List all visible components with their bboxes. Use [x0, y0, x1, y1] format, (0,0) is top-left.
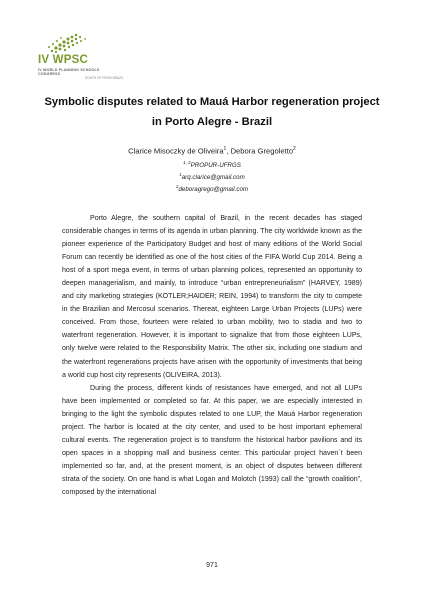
- institution-name: PROPUR-UFRGS: [190, 162, 241, 170]
- author-line: [0, 146, 424, 156]
- email-1-sup: 1: [179, 172, 182, 177]
- affiliation-email-2: [0, 184, 424, 193]
- author-2: Debora Gregoletto: [230, 146, 294, 156]
- page-number: 971: [206, 562, 218, 569]
- email-2-sup: 2: [175, 184, 179, 189]
- paper-title: Symbolic disputes related to Mauá Harbor regeneration project in Porto Alegre - Brazil: [44, 96, 380, 128]
- email-1: arq.clarice@gmail.com: [181, 174, 245, 182]
- author-separator: ,: [226, 146, 231, 156]
- logo-subtitle: IV WORLD PLANNING SCHOOLS CONGRESS: [38, 68, 100, 77]
- author-1: Clarice Misoczky de Oliveira: [128, 146, 224, 156]
- email-2: deboragrego@gmail.com: [178, 186, 249, 194]
- paragraph: During the process, different kinds of resistances have emerged, and not all LUPs have been implemented or completed so far. At this paper, we are especially interested in bringing to the light the symbolic disputes related to one LUP, the Mauá Harbor regeneration project. The harbor is located at the city center, and used to be host important ephemeral cultural events. The regeneration project is to transform the historical harbor pavilions and its open spaces in a shopping mall and business center. This particular project haven´t been implemented so far, and, at the present moment, is an object of disputes between different strata of the society. On one hand is what Logan and Molotch (1993) call the “growth coalition”, composed by the international: [62, 384, 362, 496]
- logo-text: IV WPSC: [38, 54, 88, 66]
- author-1-sup: 1: [223, 146, 227, 152]
- affiliation-email-1: [0, 172, 424, 181]
- logo-mark-icon: [38, 30, 178, 56]
- logo-tagline: SOUTH OF FROM BRAZIL: [85, 76, 124, 80]
- author-2-sup: 2: [293, 146, 296, 152]
- congress-logo: [38, 30, 178, 85]
- paragraph: Porto Alegre, the southern capital of Brazil, in the recent decades has staged considerable changes in terms of its agenda in urban planning. The city worldwide known as the pioneer experience of the Participatory Budget and host of many editions of the World Social Forum can recently be identified as one of the host cities of the FIFA World Cup 2014. Being a host of a sport mega event, in terms of urban planning polices, represented an opportunity to deepen managerialism, and mainly, to introduce “urban entrepreneurialism” (HARVEY, 1989) and city marketing strategies (KOTLER;HAIDER; REIN, 1994) to transform the city to compete in the Brazilian and Mercosul scenarios. Thereat, eighteen Large Urban Projects (LUPs) were conceived. From those, fourteen were related to urban mobility, two to stadia and two to waterfront regeneration. However, it is important to signalize that from those eighteen LUPs, only twelve were related to the Responsibility Matrix. The other six, including one stadium and the waterfront regenerations projects have arisen with the opportunity of investments that being a world cup host city represents (OLIVEIRA, 2013).: [62, 215, 362, 379]
- institution-sup: 1, 2: [183, 160, 191, 165]
- body-text: [62, 212, 362, 499]
- affiliation-institution: [0, 160, 424, 169]
